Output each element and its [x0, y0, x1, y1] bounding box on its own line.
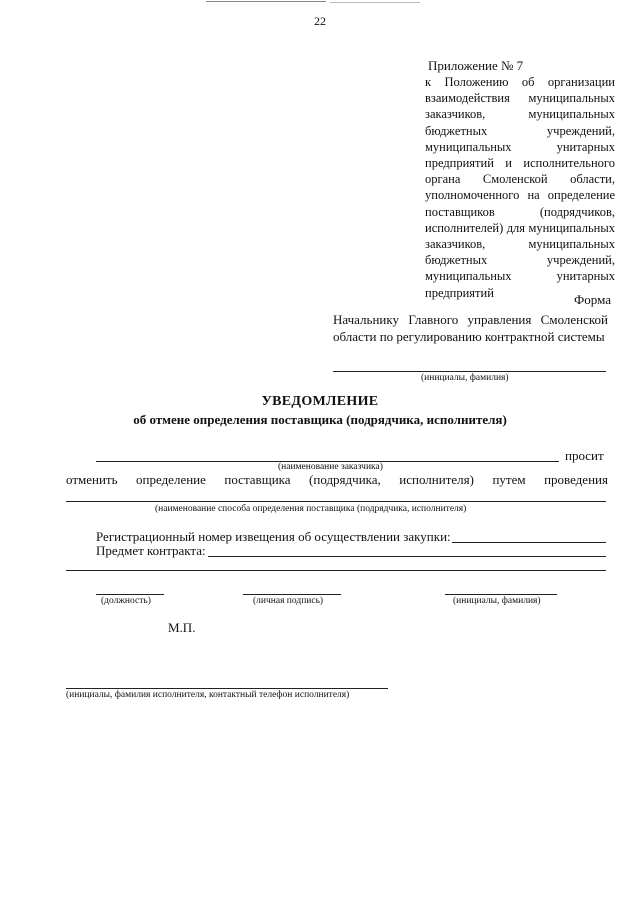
cancel-word: определение	[136, 472, 206, 487]
method-caption: (наименование способа определения поставщика (подрядчика, исполнителя)	[155, 504, 467, 514]
registration-label: Регистрационный номер извещения об осуществлении закупки:	[96, 529, 451, 544]
cancel-word: (подрядчика,	[309, 472, 381, 487]
requests-text: просит	[565, 448, 604, 463]
method-field[interactable]	[66, 501, 606, 502]
official-name-field[interactable]	[445, 594, 557, 595]
registration-number-field[interactable]	[452, 542, 606, 543]
executor-caption: (инициалы, фамилия исполнителя, контактный телефон исполнителя)	[66, 690, 350, 700]
cancel-word: проведения	[544, 472, 608, 487]
addressee-name-field[interactable]	[333, 371, 606, 372]
stamp-place-label: М.П.	[168, 620, 196, 635]
scan-mark-line	[330, 2, 420, 3]
cancel-word: поставщика	[224, 472, 291, 487]
notice-subtitle: об отмене определения поставщика (подрядчика, исполнителя)	[133, 412, 507, 427]
subject-label: Предмет контракта:	[96, 543, 206, 558]
customer-name-caption: (наименование заказчика)	[278, 462, 383, 472]
subject-field[interactable]	[208, 556, 606, 557]
annex-title: Приложение № 7	[428, 58, 524, 73]
annex-description: к Положению об организации взаимодействия муниципальных заказчиков, муниципальных бюджетных учреждений, муниципальных унитарных предприятий и исполнительного органа Смоленской области, уполномоченного на определение поставщиков (подрядчиков, исполнителей) для муниципальных заказчиков, муниципальных бюджетных учреждений, муниципальных унитарных предприятий	[425, 75, 615, 300]
official-name-caption: (инициалы, фамилия)	[453, 596, 541, 606]
cancel-word: отменить	[66, 472, 118, 487]
cancel-word: исполнителя)	[399, 472, 474, 487]
form-label: Форма	[574, 292, 611, 307]
notice-title: УВЕДОМЛЕНИЕ	[261, 394, 379, 409]
position-field[interactable]	[96, 594, 164, 595]
position-caption: (должность)	[101, 596, 151, 606]
page-number: 22	[314, 14, 326, 28]
addressee-name-caption: (инициалы, фамилия)	[421, 373, 509, 383]
cancel-sentence	[66, 472, 608, 488]
addressee-text: Начальнику Главного управления Смоленской области по регулированию контрактной системы	[333, 312, 608, 344]
scan-mark-line	[206, 1, 326, 2]
executor-field[interactable]	[66, 688, 388, 689]
signature-caption: (личная подпись)	[253, 596, 324, 606]
signature-field[interactable]	[243, 594, 341, 595]
cancel-word: путем	[492, 472, 526, 487]
subject-field-continuation[interactable]	[66, 570, 606, 571]
